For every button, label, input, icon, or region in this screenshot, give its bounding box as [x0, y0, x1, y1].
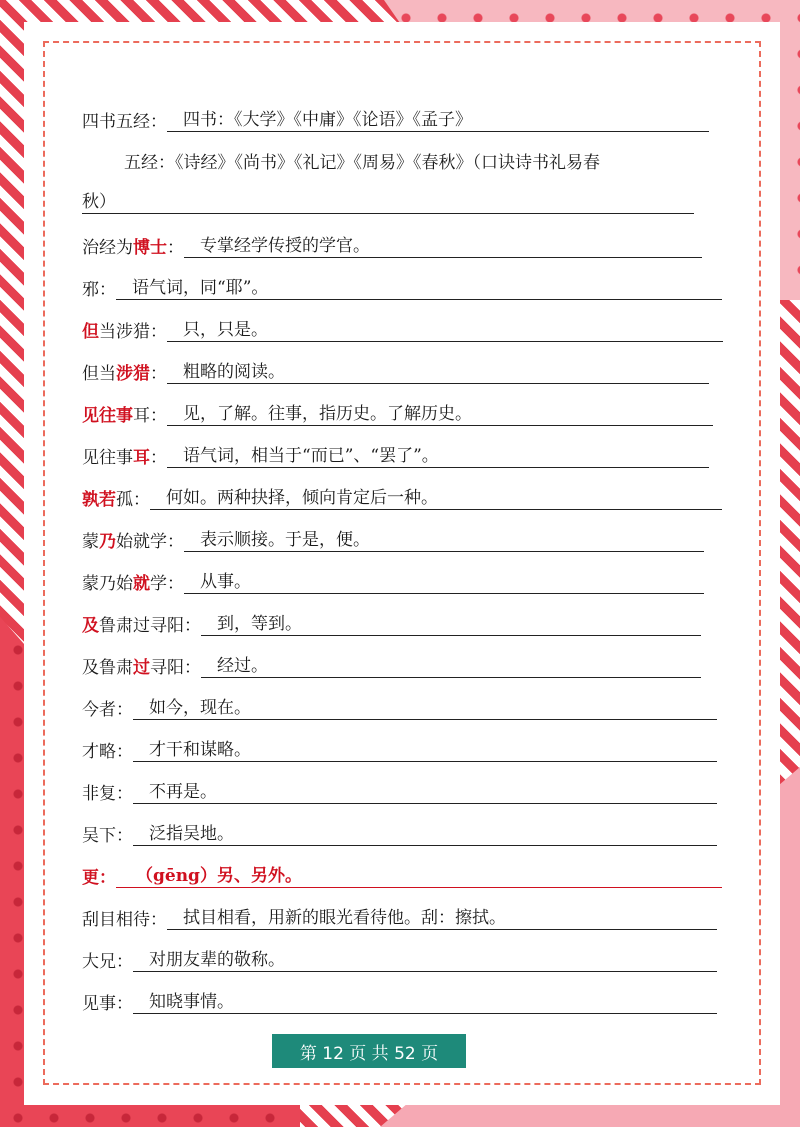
definition: 表示顺接。于是，便。 — [184, 529, 704, 552]
definition: 语气词，同“耶”。 — [116, 277, 722, 300]
vocab-entry: 邪： 语气词，同“耶”。 — [82, 268, 722, 300]
vocab-entry: 见往事耳： 语气词，相当于“而已”、“罢了”。 — [82, 436, 709, 468]
vocab-entry — [82, 142, 730, 174]
definition: 才干和谋略。 — [133, 739, 717, 762]
definition: 五经：《诗经》《尚书》《礼记》《周易》《春秋》（口诀诗书礼易春 — [124, 153, 600, 173]
vocab-entry: 及鲁肃过寻阳： 到，等到。 — [82, 604, 701, 636]
vocab-entry: 吴下： 泛指吴地。 — [82, 814, 717, 846]
definition: 到，等到。 — [201, 613, 701, 636]
vocab-entry-highlighted: 更： （gēng）另、另外。 — [82, 856, 722, 888]
definition: 专掌经学传授的学官。 — [184, 235, 702, 258]
definition: 何如。两种抉择，倾向肯定后一种。 — [150, 487, 722, 510]
definition: 经过。 — [201, 655, 701, 678]
vocab-entry: 四书五经： 四书：《大学》《中庸》《论语》《孟子》 — [82, 100, 709, 132]
definition: 只，只是。 — [167, 319, 723, 342]
vocab-entry: 蒙乃始就学： 表示顺接。于是，便。 — [82, 520, 704, 552]
definition: 对朋友辈的敬称。 — [133, 949, 717, 972]
definition: 秋） — [82, 191, 694, 214]
definition: 泛指吴地。 — [133, 823, 717, 846]
vocab-entry: 孰若孤： 何如。两种抉择，倾向肯定后一种。 — [82, 478, 722, 510]
definition: 知晓事情。 — [133, 991, 717, 1014]
vocab-entry: 但当涉猎： 粗略的阅读。 — [82, 352, 709, 384]
definition: 从事。 — [184, 571, 704, 594]
vocab-entry — [82, 182, 694, 214]
vocab-entry: 才略： 才干和谋略。 — [82, 730, 717, 762]
definition: 见，了解。往事，指历史。了解历史。 — [167, 403, 713, 426]
vocab-entry: 治经为博士： 专掌经学传授的学官。 — [82, 226, 702, 258]
definition: 四书：《大学》《中庸》《论语》《孟子》 — [167, 109, 709, 132]
vocab-entry: 见事： 知晓事情。 — [82, 982, 717, 1014]
definition: 如今，现在。 — [133, 697, 717, 720]
page-number-badge: 第 12 页 共 52 页 — [272, 1034, 466, 1068]
definition: 拭目相看，用新的眼光看待他。刮：擦拭。 — [167, 907, 717, 930]
vocab-entry: 非复： 不再是。 — [82, 772, 717, 804]
vocab-entry: 大兄： 对朋友辈的敬称。 — [82, 940, 717, 972]
vocab-entry: 刮目相待： 拭目相看，用新的眼光看待他。刮：擦拭。 — [82, 898, 717, 930]
vocab-entry: 见往事耳： 见，了解。往事，指历史。了解历史。 — [82, 394, 713, 426]
vocab-entry: 今者： 如今，现在。 — [82, 688, 717, 720]
definition: 不再是。 — [133, 781, 717, 804]
definition: 粗略的阅读。 — [167, 361, 709, 384]
definition: （gēng）另、另外。 — [116, 865, 722, 888]
vocab-entry: 及鲁肃过寻阳： 经过。 — [82, 646, 701, 678]
vocab-entry: 但当涉猎： 只，只是。 — [82, 310, 723, 342]
definition: 语气词，相当于“而已”、“罢了”。 — [167, 445, 709, 468]
vocab-entry: 蒙乃始就学： 从事。 — [82, 562, 704, 594]
